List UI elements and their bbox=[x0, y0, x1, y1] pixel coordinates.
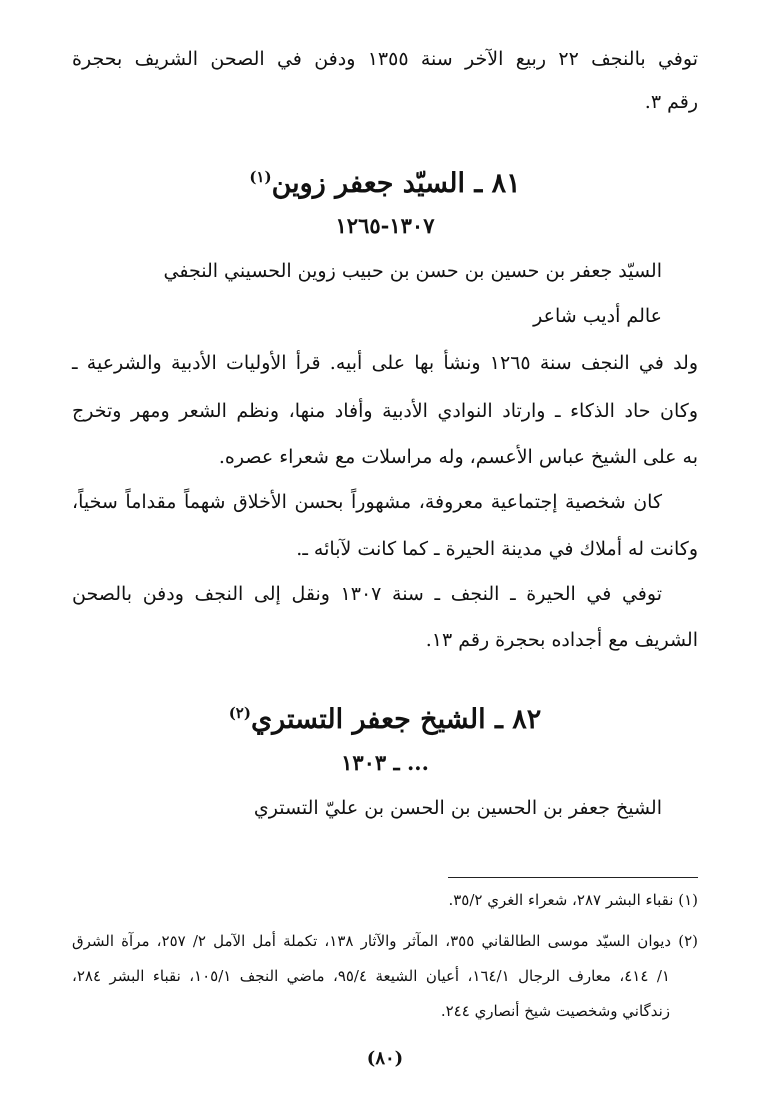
footnote: ١/ ٤١٤، معارف الرجال ١٦٤/١، أعيان الشيعة ٩٥/٤، ماضي النجف ١٠٥/١، نقباء البشر ٢٨٤، bbox=[72, 967, 670, 985]
footnote-separator bbox=[448, 877, 698, 878]
body-line: وكان حاد الذكاء ـ وارتاد النوادي الأدبية وأفاد منها، ونظم الشعر ومهر وتخرج bbox=[72, 400, 698, 422]
body-line: توفي في الحيرة ـ النجف ـ سنة ١٣٠٧ ونقل إلى النجف ودفن بالصحن bbox=[72, 583, 662, 605]
body-line: به على الشيخ عباس الأعسم، وله مراسلات مع شعراء عصره. bbox=[218, 446, 698, 468]
body-line: الشريف مع أجداده بحجرة رقم ١٣. bbox=[425, 629, 698, 651]
body-line: رقم ٣. bbox=[644, 91, 698, 113]
page-number: (٨٠) bbox=[366, 1048, 404, 1069]
entry-dates: ... ـ ١٣٠٣ bbox=[341, 750, 429, 775]
entry-title: ٨٢ ـ الشيخ جعفر التستري bbox=[250, 704, 542, 735]
entry-heading bbox=[0, 693, 770, 740]
body-line: ولد في النجف سنة ١٢٦٥ ونشأ بها على أبيه. قرأ الأوليات الأدبية والشرعية ـ bbox=[72, 352, 699, 374]
footnote: زندگاني وشخصيت شيخ أنصاري ٢٤٤. bbox=[440, 1002, 670, 1020]
entry-dates: ١٣٠٧-١٢٦٥ bbox=[335, 213, 435, 238]
footnote: (٢) ديوان السيّد موسى الطالقاني ٣٥٥، المآثر والآثار ١٣٨، تكملة أمل الآمل ٢/ ٢٥٧، مرآة الشرق bbox=[72, 932, 699, 950]
body-line: الشيخ جعفر بن الحسين بن الحسن بن عليّ التستري bbox=[253, 797, 662, 819]
body-line: عالم أديب شاعر bbox=[533, 305, 662, 327]
footnote-ref: (١) bbox=[249, 168, 272, 186]
footnote: (١) نقباء البشر ٢٨٧، شعراء الغري ٣٥/٢. bbox=[448, 891, 698, 909]
entry-heading bbox=[0, 157, 770, 204]
entry-title: ٨١ ـ السيّد جعفر زوين bbox=[271, 168, 521, 199]
body-line: السيّد جعفر بن حسين بن حسن بن حبيب زوين الحسيني النجفي bbox=[163, 260, 662, 282]
body-line: وكانت له أملاك في مدينة الحيرة ـ كما كانت لآبائه ـ. bbox=[296, 538, 698, 560]
body-line: كان شخصية إجتماعية معروفة، مشهوراً بحسن الأخلاق شهماً مقداماً سخياً، bbox=[72, 491, 662, 513]
footnote-ref: (٢) bbox=[228, 704, 251, 722]
body-line: توفي بالنجف ٢٢ ربيع الآخر سنة ١٣٥٥ ودفن في الصحن الشريف بحجرة bbox=[72, 48, 698, 70]
